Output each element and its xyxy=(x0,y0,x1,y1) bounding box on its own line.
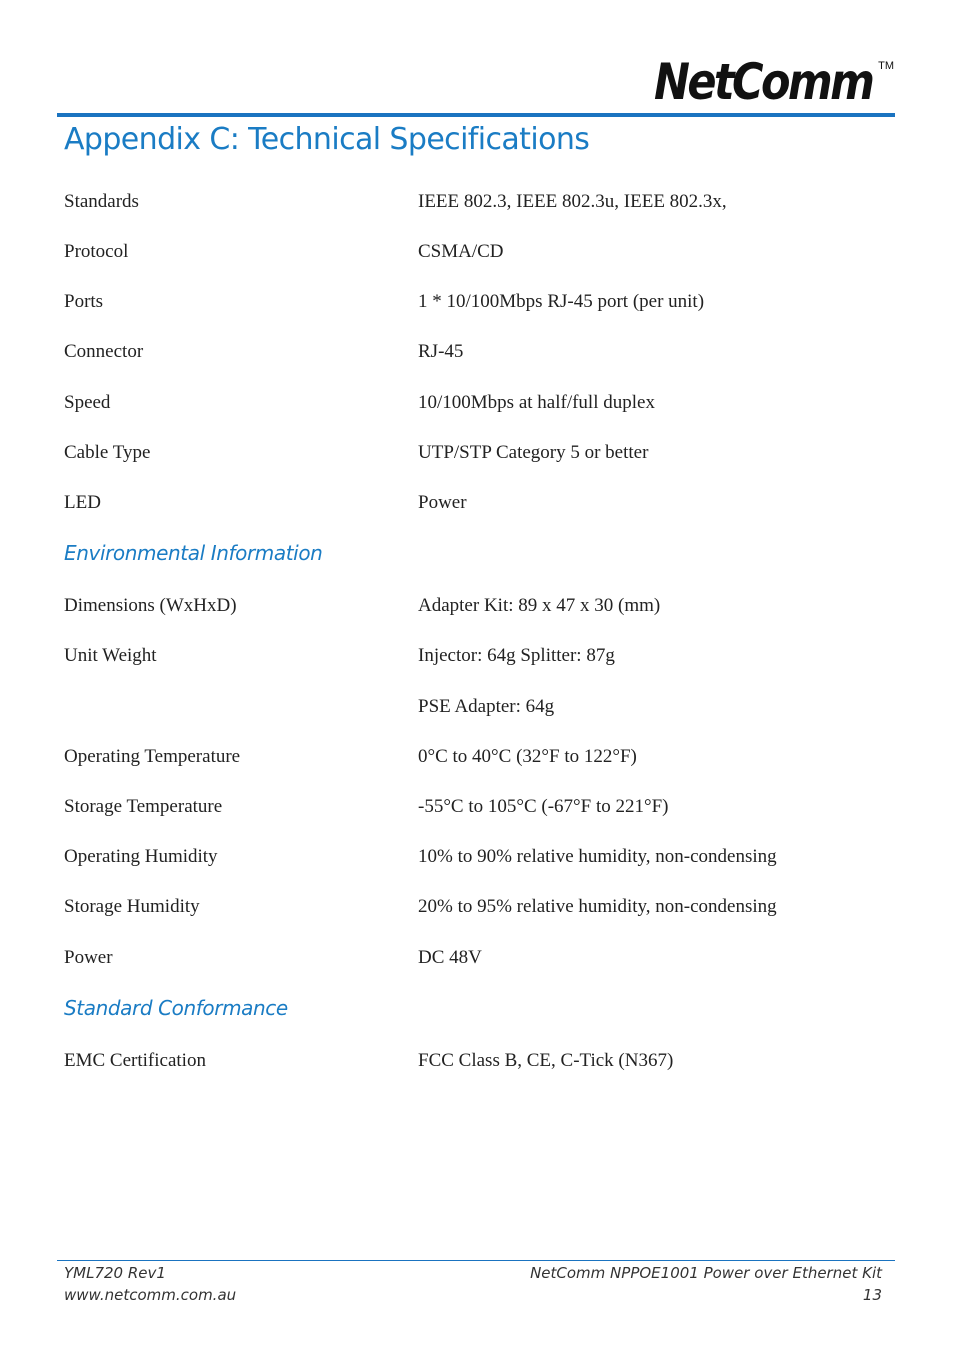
header-divider xyxy=(57,113,895,117)
spec-label-led: LED xyxy=(64,492,101,513)
spec-value-cable-type: UTP/STP Category 5 or better xyxy=(418,442,649,463)
footer-page-number: 13 xyxy=(862,1286,882,1304)
section-heading-conformance: Standard Conformance xyxy=(64,996,288,1020)
spec-label-operating-temperature: Operating Temperature xyxy=(64,746,241,767)
spec-value-speed: 10/100Mbps at half/full duplex xyxy=(418,392,655,413)
spec-label-storage-humidity: Storage Humidity xyxy=(64,896,200,917)
spec-value-protocol: CSMA/CD xyxy=(418,241,504,262)
spec-label-connector: Connector xyxy=(64,341,144,362)
netcomm-logo xyxy=(654,54,894,110)
footer-website: www.netcomm.com.au xyxy=(64,1286,237,1304)
spec-label-protocol: Protocol xyxy=(64,241,129,262)
spec-label-storage-temperature: Storage Temperature xyxy=(64,796,223,817)
spec-label-cable-type: Cable Type xyxy=(64,442,151,463)
spec-label-power: Power xyxy=(64,947,113,968)
spec-value-power: DC 48V xyxy=(418,947,482,968)
spec-value-led: Power xyxy=(418,492,467,513)
page-title: Appendix C: Technical Specifications xyxy=(64,122,590,157)
spec-value-storage-humidity: 20% to 95% relative humidity, non-condensing xyxy=(418,896,777,917)
section-heading-environmental: Environmental Information xyxy=(64,541,323,565)
spec-label-emc-certification: EMC Certification xyxy=(64,1050,206,1071)
logo-trademark: TM xyxy=(878,60,894,72)
spec-label-ports: Ports xyxy=(64,291,104,312)
spec-value-operating-temperature: 0°C to 40°C (32°F to 122°F) xyxy=(418,746,637,767)
footer-doc-code: YML720 Rev1 xyxy=(64,1264,166,1282)
spec-label-operating-humidity: Operating Humidity xyxy=(64,846,218,867)
spec-label-standards: Standards xyxy=(64,191,139,212)
spec-value-storage-temperature: -55°C to 105°C (-67°F to 221°F) xyxy=(418,796,669,817)
spec-label-speed: Speed xyxy=(64,392,111,413)
spec-value-dimensions: Adapter Kit: 89 x 47 x 30 (mm) xyxy=(418,595,661,616)
spec-label-dimensions: Dimensions (WxHxD) xyxy=(64,595,237,616)
logo-wordmark: NetComm xyxy=(654,53,873,111)
spec-value-connector: RJ-45 xyxy=(418,341,464,362)
spec-value-standards: IEEE 802.3, IEEE 802.3u, IEEE 802.3x, xyxy=(418,191,727,212)
spec-value-operating-humidity: 10% to 90% relative humidity, non-condensing xyxy=(418,846,777,867)
spec-value-ports: 1 * 10/100Mbps RJ-45 port (per unit) xyxy=(418,291,705,312)
spec-value-emc-certification: FCC Class B, CE, C-Tick (N367) xyxy=(418,1050,674,1071)
spec-value-unit-weight: Injector: 64g Splitter: 87g xyxy=(418,645,615,666)
spec-label-unit-weight: Unit Weight xyxy=(64,645,157,666)
spec-value-pse-adapter: PSE Adapter: 64g xyxy=(418,696,555,717)
footer-divider xyxy=(57,1260,895,1261)
footer-product-name: NetComm NPPOE1001 Power over Ethernet Kit xyxy=(530,1264,882,1282)
